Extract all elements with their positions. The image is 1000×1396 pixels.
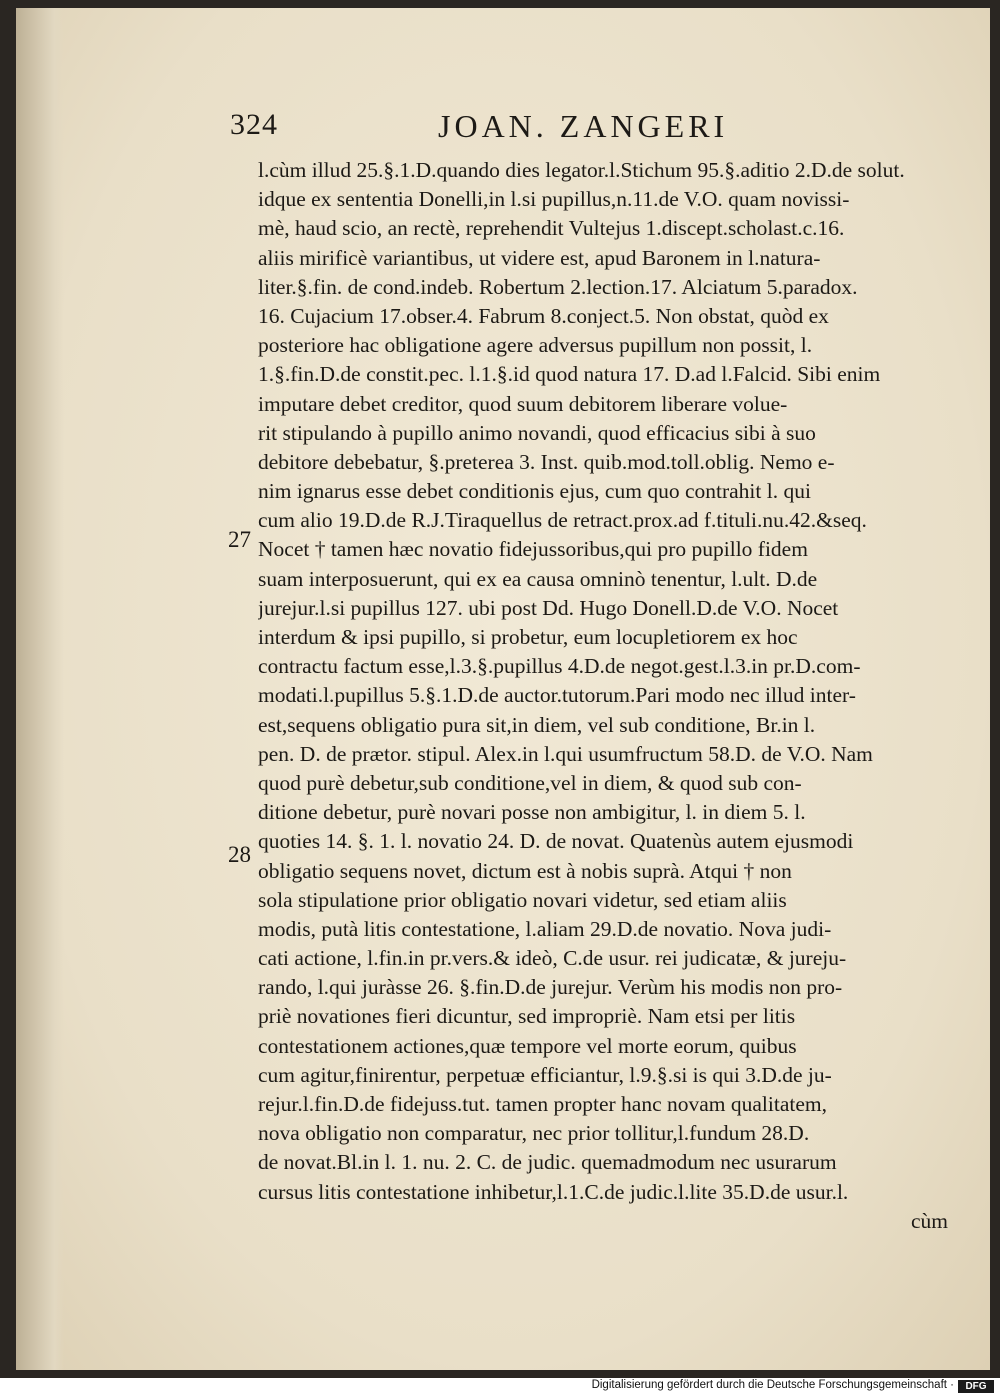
text-line: nim ignarus esse debet conditionis ejus, cum quo contrahit l. qui (258, 479, 811, 504)
text-line: modati.l.pupillus 5.§.1.D.de auctor.tutorum.Pari modo nec illud inter- (258, 683, 856, 708)
text-line: sola stipulatione prior obligatio novari videtur, sed etiam aliis (258, 887, 787, 912)
text-line: suam interposuerunt, qui ex ea causa omninò tenentur, l.ult. D.de (258, 566, 818, 591)
text-line: Nocet † tamen hæc novatio fidejussoribus,qui pro pupillo fidem (258, 537, 808, 562)
dfg-logo: DFG (958, 1380, 994, 1393)
text-line: cursus litis contestatione inhibetur,l.1.C.de judic.l.lite 35.D.de usur.l. (258, 1179, 849, 1204)
text-line: nova obligatio non comparatur, nec prior tollitur,l.fundum 28.D. (258, 1121, 810, 1146)
text-line: aliis mirificè variantibus, ut videre est, apud Baronem in l.natura- (258, 245, 821, 270)
page-number: 324 (230, 108, 278, 141)
page-header (230, 108, 790, 150)
page-gutter-shadow (16, 8, 64, 1370)
text-line: obligatio sequens novet, dictum est à nobis suprà. Atqui † non (258, 858, 792, 883)
text-line: liter.§.fin. de cond.indeb. Robertum 2.lection.17. Alciatum 5.paradox. (258, 274, 858, 299)
margin-number-28: 28 (228, 842, 251, 867)
running-title: JOAN. ZANGERI (438, 108, 729, 144)
text-line: idque ex sententia Donelli,in l.si pupillus,n.11.de V.O. quam novissi- (258, 187, 850, 212)
text-line: interdum & ipsi pupillo, si probetur, eum locupletiorem ex hoc (258, 625, 798, 649)
text-line: cum agitur,finirentur, perpetuæ efficiantur, l.9.§.si is qui 3.D.de ju- (258, 1062, 832, 1087)
text-line: pen. D. de prætor. stipul. Alex.in l.qui usumfructum 58.D. de V.O. Nam (258, 741, 873, 766)
catchword: cùm (910, 1208, 948, 1233)
footer-bar (0, 1378, 1000, 1396)
text-line: jurejur.l.si pupillus 127. ubi post Dd. Hugo Donell.D.de V.O. Nocet (258, 595, 839, 620)
text-line: debitore debebatur, §.preterea 3. Inst. quib.mod.toll.oblig. Nemo e- (258, 449, 835, 474)
text-line: l.cùm illud 25.§.1.D.quando dies legator.l.Stichum 95.§.aditio 2.D.de solut. (258, 158, 905, 182)
text-line: quoties 14. §. 1. l. novatio 24. D. de novat. Quatenùs autem ejusmodi (258, 829, 854, 854)
text-line: de novat.Bl.in l. 1. nu. 2. C. de judic. quemadmodum nec usurarum (258, 1150, 837, 1175)
text-line: est,sequens obligatio pura sit,in diem, vel sub conditione, Br.in l. (258, 712, 816, 737)
text-line: contestationem actiones,quæ tempore vel morte eorum, quibus (258, 1033, 797, 1058)
text-line: quod purè debetur,sub conditione,vel in diem, & quod sub con- (258, 770, 802, 795)
text-line: rit stipulando à pupillo animo novandi, quod efficacius sibi à suo (258, 420, 816, 445)
text-line: rando, l.qui juràsse 26. §.fin.D.de jurejur. Verùm his modis non pro- (258, 975, 843, 1000)
digitization-credit: Digitalisierung gefördert durch die Deutsche Forschungsgemeinschaft · (591, 1379, 954, 1391)
text-line: 16. Cujacium 17.obser.4. Fabrum 8.conject.5. Non obstat, quòd ex (258, 303, 829, 328)
margin-number-27: 27 (228, 527, 251, 552)
text-line: ditione debetur, purè novari posse non ambigitur, l. in diem 5. l. (258, 800, 806, 825)
text-line: priè novationes fieri dicuntur, sed impropriè. Nam etsi per litis (258, 1004, 796, 1029)
text-line: imputare debet creditor, quod suum debitorem liberare volue- (258, 391, 788, 416)
text-line: 1.§.fin.D.de constit.pec. l.1.§.id quod natura 17. D.ad l.Falcid. Sibi enim (258, 362, 881, 387)
text-line: cum alio 19.D.de R.J.Tiraquellus de retract.prox.ad f.tituli.nu.42.&seq. (258, 508, 867, 533)
text-line: modis, putà litis contestatione, l.aliam 29.D.de novatio. Nova judi- (258, 916, 832, 941)
text-line: cati actione, l.fin.in pr.vers.& ideò, C.de usur. rei judicatæ, & jureju- (258, 946, 847, 971)
text-line: mè, haud scio, an rectè, reprehendit Vultejus 1.discept.scholast.c.16. (258, 216, 845, 241)
text-body (258, 156, 948, 1236)
text-line: rejur.l.fin.D.de fidejuss.tut. tamen propter hanc novam qualitatem, (258, 1092, 827, 1116)
text-line: posteriore hac obligatione agere adversus pupillum non possit, l. (258, 333, 813, 358)
text-line: contractu factum esse,l.3.§.pupillus 4.D.de negot.gest.l.3.in pr.D.com- (258, 654, 861, 679)
